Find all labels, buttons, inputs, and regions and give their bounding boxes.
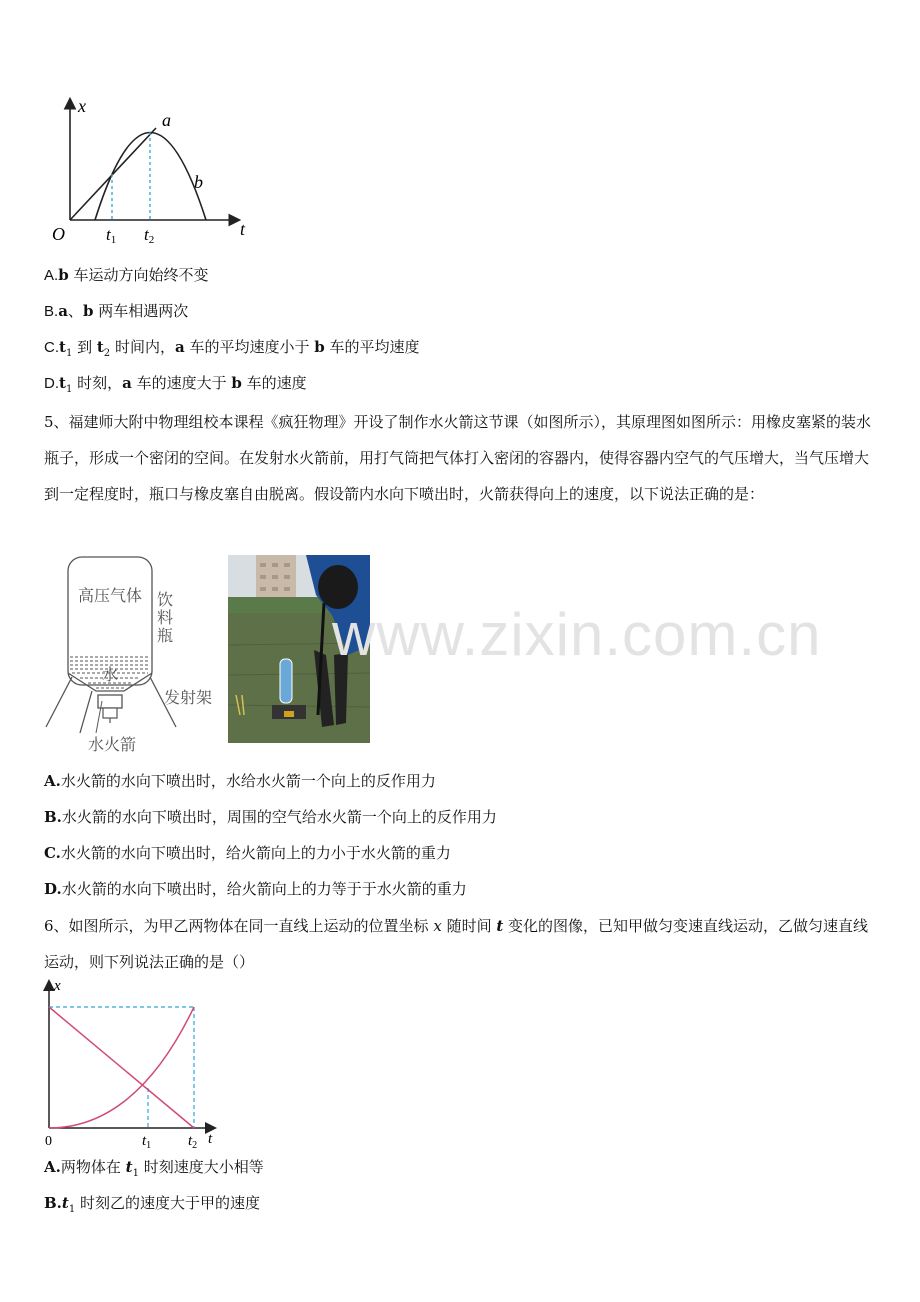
q4-option-c: $C.t_1$ 到 $t_2$ 时间内，a 车的平均速度小于 b 车的平均速度 (44, 338, 420, 359)
xt-graph-ab (50, 90, 260, 250)
line-yi (49, 1007, 194, 1128)
x-axis-label: t (240, 219, 246, 239)
label-water: 水 (102, 667, 119, 684)
q5-option-d: D.水火箭的水向下喷出时，给火箭向上的力等于于水火箭的重力 (44, 880, 467, 898)
bottle-body (68, 557, 152, 685)
label-rocket: 水火箭 (88, 737, 137, 754)
x-axis-label: t (208, 1131, 213, 1147)
tick-t1: t1 (106, 225, 117, 246)
origin-label: 0 (45, 1134, 52, 1149)
q6-option-a: A.两物体在 $t_1$ 时刻速度大小相等 (44, 1158, 264, 1179)
y-axis-label: x (78, 96, 86, 116)
tick-t2: $t_2$ (188, 1133, 198, 1151)
label-bottle-3: 瓶 (157, 628, 174, 645)
q5-option-c: C.水火箭的水向下喷出时，给火箭向上的力小于水火箭的重力 (44, 844, 451, 862)
q6-stem: 6、如图所示，为甲乙两物体在同一直线上运动的位置坐标 x 随时间 t 变化的图像，已知甲做匀变速直线运动，乙做匀速直线运动，则下列说法正确的是（） (44, 917, 869, 971)
nozzle (103, 708, 117, 718)
q6-option-b: $B.t_1$ 时刻乙的速度大于甲的速度 (44, 1194, 260, 1215)
rocket-bottle (280, 659, 292, 703)
label-bottle-1: 饮 (157, 592, 174, 609)
q4-option-a: A.b 车运动方向始终不变 (44, 266, 209, 284)
q5-stem: 5、福建师大附中物理组校本课程《疯狂物理》开设了制作水火箭这节课（如图所示），其原理图如图所示：用橡皮塞紧的装水瓶子，形成一个密闭的空间。在发射水火箭前，用打气筒把气体打入密闭的容器内，使得容器内空气的气压增大，当气压增大到一定程度时，瓶口与橡皮塞自由脱离。假设箭内水向下喷出时，火箭获得向上的速度，以下说法正确的是： (44, 413, 872, 503)
q5-option-a: A.水火箭的水向下喷出时，水给水火箭一个向上的反作用力 (44, 772, 436, 790)
label-bottle-2: 料 (157, 610, 174, 627)
q5-option-b: B.水火箭的水向下喷出时，周围的空气给水火箭一个向上的反作用力 (44, 808, 497, 826)
curve-b-label: b (194, 172, 203, 192)
q4-option-d: $D.t_1$ 时刻，a 车的速度大于 b 车的速度 (44, 374, 307, 395)
launcher-leg-mid (80, 691, 92, 733)
launcher-leg-left (46, 677, 72, 727)
launch-base-part (284, 711, 294, 717)
label-gas: 高压气体 (78, 588, 143, 605)
label-launcher: 发射架 (164, 690, 213, 707)
y-axis-label: x (54, 978, 61, 994)
watermark: www.zixin.com.cn (332, 601, 822, 668)
tick-t1: $t_1$ (142, 1133, 152, 1151)
curve-a-label: a (162, 110, 171, 130)
origin-label: O (52, 224, 65, 244)
tick-t2: t2 (144, 225, 155, 246)
q4-option-b: B.a、b 两车相遇两次 (44, 302, 189, 320)
xt-graph-jia-yi (36, 976, 226, 1152)
water-rocket-diagram (40, 553, 225, 758)
